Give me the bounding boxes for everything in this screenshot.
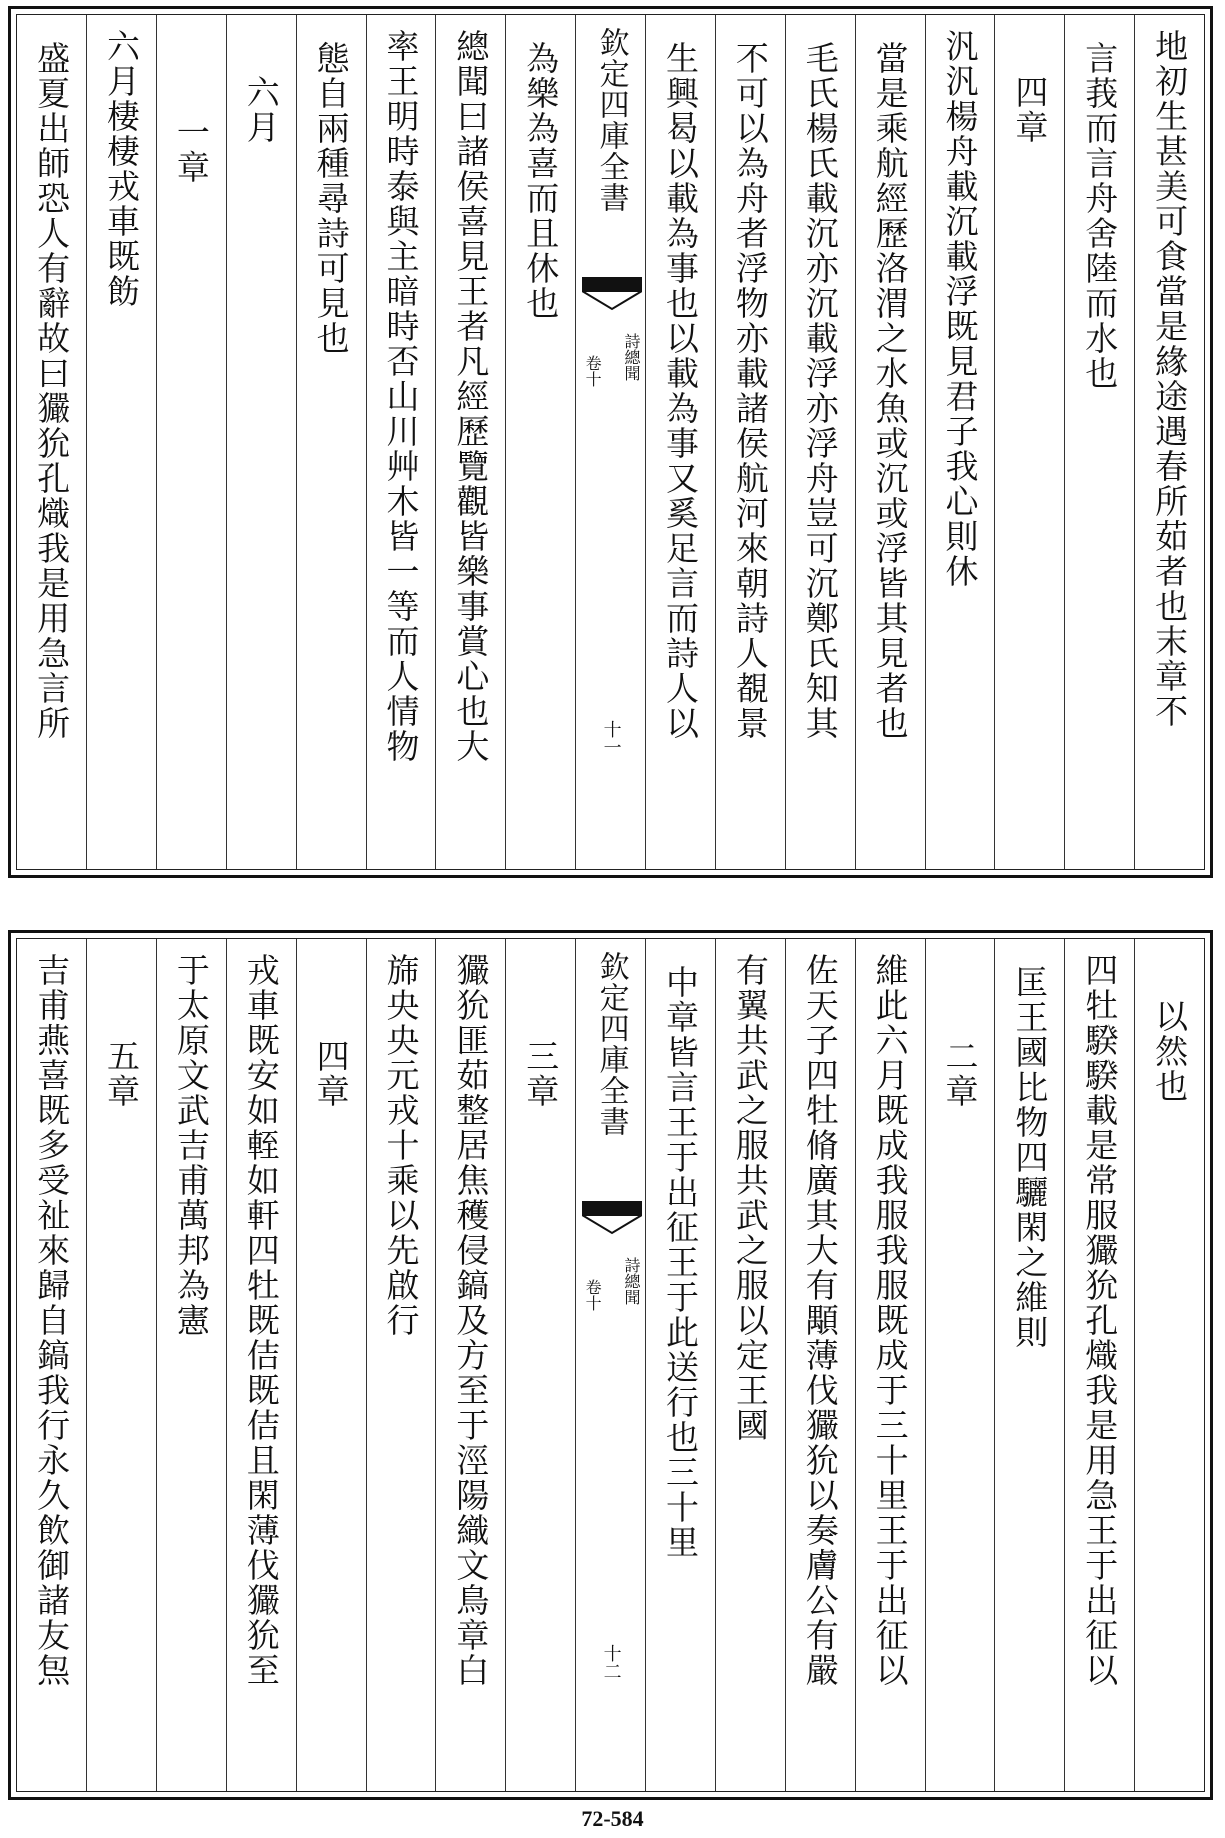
text-column (855, 939, 925, 1791)
text-column (715, 939, 785, 1791)
column-text: 佐天子四牡脩廣其大有顒薄伐玁狁以奏膚公有嚴 (800, 953, 840, 1688)
column-text: 率王明時泰與主暗時否山川艸木皆一等而人情物 (381, 29, 421, 764)
text-column (1064, 15, 1134, 869)
center-fold (575, 15, 645, 869)
text-column (505, 939, 575, 1791)
center-fold (575, 939, 645, 1791)
text-column (785, 15, 855, 869)
text-column (435, 939, 505, 1791)
text-column (785, 939, 855, 1791)
text-column (86, 939, 156, 1791)
column-text: 汎汎楊舟載沉載浮既見君子我心則休 (940, 29, 980, 589)
column-text: 盛夏出師恐人有辭故曰玁狁孔熾我是用急言所 (32, 41, 72, 741)
column-text: 中章皆言王于出征王于此送行也三十里 (660, 965, 700, 1560)
text-column (925, 15, 995, 869)
text-column (1064, 939, 1134, 1791)
column-text: 四章 (1010, 75, 1050, 145)
bottom-page (8, 930, 1213, 1800)
fish-tail-icon (582, 277, 642, 311)
folio-number: 十二 (600, 1644, 622, 1680)
fish-tail-icon (582, 1201, 642, 1235)
column-text: 以然也 (1150, 999, 1190, 1104)
text-column (296, 939, 366, 1791)
text-column (994, 939, 1064, 1791)
column-text: 玁狁匪茹整居焦穫侵鎬及方至于涇陽織文鳥章白 (451, 953, 491, 1688)
text-column (226, 939, 296, 1791)
folio-number: 十一 (600, 720, 622, 756)
text-column (645, 939, 715, 1791)
volume-title: 詩總聞 (622, 1257, 641, 1305)
volume-number: 卷十 (583, 355, 603, 387)
column-text: 吉甫燕喜既多受祉來歸自鎬我行永久飲御諸友炰 (32, 953, 72, 1688)
column-text: 當是乘航經歷洛渭之水魚或沉或浮皆其見者也 (870, 41, 910, 741)
text-column (156, 939, 226, 1791)
column-text: 有翼共武之服共武之服以定王國 (730, 953, 770, 1443)
column-text: 毛氏楊氏載沉亦沉載浮亦浮舟豈可沉鄭氏知其 (800, 41, 840, 741)
column-text: 戎車既安如輊如軒四牡既佶既佶且閑薄伐玁狁至 (241, 953, 281, 1688)
column-text: 六月棲棲戎車既飭 (101, 29, 141, 309)
text-column (715, 15, 785, 869)
column-text: 五章 (101, 1039, 141, 1109)
column-text: 匡王國比物四驪閑之維則 (1010, 965, 1050, 1350)
column-text: 四章 (311, 1039, 351, 1109)
column-text: 于太原文武吉甫萬邦為憲 (171, 953, 211, 1338)
volume-title: 詩總聞 (622, 333, 641, 381)
column-text: 言莪而言舟舍陸而水也 (1080, 41, 1120, 391)
column-text: 三章 (521, 1039, 561, 1109)
top-page-columns (17, 15, 1204, 869)
column-text: 六月 (241, 75, 281, 145)
column-text: 一章 (171, 115, 211, 185)
top-page (8, 6, 1213, 878)
text-column (296, 15, 366, 869)
text-column (366, 939, 436, 1791)
column-text: 總聞曰諸侯喜見王者凡經歷覽觀皆樂事賞心也大 (451, 29, 491, 764)
text-column (366, 15, 436, 869)
text-column (86, 15, 156, 869)
text-column (645, 15, 715, 869)
volume-number: 卷十 (583, 1279, 603, 1311)
text-column (994, 15, 1064, 869)
page-number: 72-584 (581, 1806, 644, 1831)
column-text: 二章 (940, 1039, 980, 1109)
book-title: 欽定四庫全書 (593, 27, 629, 213)
text-column (435, 15, 505, 869)
column-text: 態自兩種尋詩可見也 (311, 41, 351, 356)
column-text: 旆央央元戎十乘以先啟行 (381, 953, 421, 1338)
text-column (505, 15, 575, 869)
text-column (17, 15, 86, 869)
bottom-page-columns (17, 939, 1204, 1791)
column-text: 不可以為舟者浮物亦載諸侯航河來朝詩人覩景 (730, 41, 770, 741)
column-text: 維此六月既成我服我服既成于三十里王于出征以 (870, 953, 910, 1688)
text-column (17, 939, 86, 1791)
book-title: 欽定四庫全書 (593, 951, 629, 1137)
text-column (855, 15, 925, 869)
column-text: 四牡騤騤載是常服玁狁孔熾我是用急王于出征以 (1080, 953, 1120, 1688)
column-text: 為樂為喜而且休也 (521, 41, 561, 321)
column-text: 地初生甚美可食當是緣途遇春所茹者也末章不 (1150, 29, 1190, 729)
text-column (156, 15, 226, 869)
text-column (1134, 15, 1204, 869)
text-column (226, 15, 296, 869)
column-text: 生興曷以載為事也以載為事又奚足言而詩人以 (660, 41, 700, 741)
text-column (1134, 939, 1204, 1791)
text-column (925, 939, 995, 1791)
